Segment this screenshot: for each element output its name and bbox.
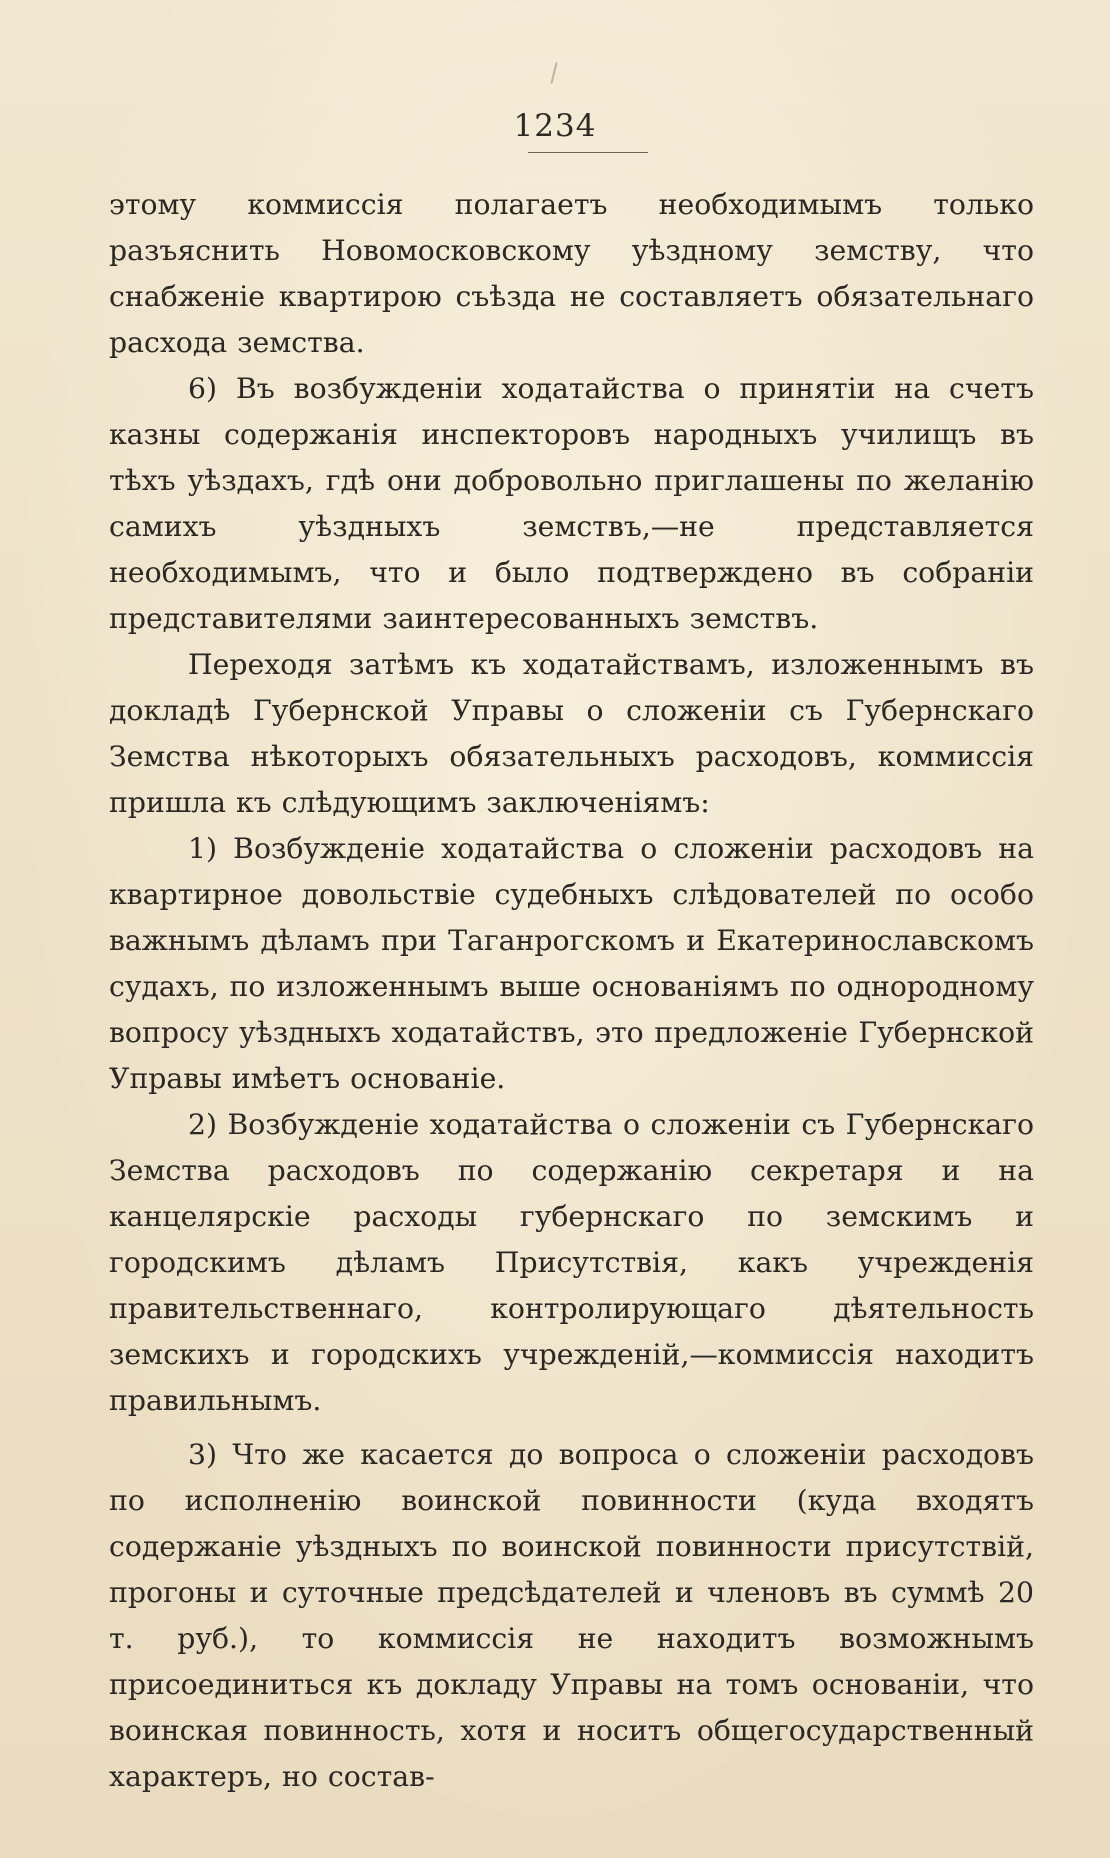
paragraph-gap [109,1424,1034,1432]
paragraph-item-1: 1) Возбужденіе ходатайства о сложеніи расходовъ на квартирное довольствіе судебныхъ слѣдователей по особо важнымъ дѣламъ при Таганрогскомъ и Екатеринославскомъ судахъ, по изложеннымъ выше основаніямъ по однородному вопросу уѣздныхъ ходатайствъ, это предложеніе Губернской Управы имѣетъ основаніе. [109,832,1034,1095]
paragraph-item-2: 2) Возбужденіе ходатайства о сложеніи съ Губернскаго Земства расходовъ по содержанію секретаря и на канцелярскіе расходы губернскаго по земскимъ и городскимъ дѣламъ Присутствія, какъ учрежденія правительственнаго, контролирующаго дѣятельность земскихъ и городскихъ учрежденій,—коммиссія находитъ правильнымъ. [109,1108,1034,1417]
body-text [109,182,1034,1800]
paragraph-item-6: 6) Въ возбужденіи ходатайства о принятіи на счетъ казны содержанія инспекторовъ народныхъ училищъ въ тѣхъ уѣздахъ, гдѣ они добровольно приглашены по желанію самихъ уѣздныхъ земствъ,—не представляется необходимымъ, что и было подтверждено въ собраніи представителями заинтересованныхъ земствъ. [109,372,1034,635]
page-number-rule [528,152,648,153]
paragraph-item-3: 3) Что же касается до вопроса о сложеніи расходовъ по исполненію воинской повинности (куда входятъ содержаніе уѣздныхъ по воинской повинности присутствій, прогоны и суточные предсѣдателей и членовъ въ суммѣ 20 т. руб.), то коммиссія не находитъ возможнымъ присоединиться къ докладу Управы на томъ основаніи, что воинская повинность, хотя и носитъ общегосударственный характеръ, но состав- [109,1438,1034,1793]
page-number: 1234 [513,108,597,144]
pencil-mark [550,62,557,84]
paragraph-transition: Переходя затѣмъ къ ходатайствамъ, изложеннымъ въ докладѣ Губернской Управы о сложеніи съ Губернскаго Земства нѣкоторыхъ обязательныхъ расходовъ, коммиссія пришла къ слѣдующимъ заключеніямъ: [109,648,1034,819]
paragraph-continuation: этому коммиссія полагаетъ необходимымъ только разъяснить Новомосковскому уѣздному земству, что снабженіе квартирою съѣзда не составляетъ обязательнаго расхода земства. [109,188,1034,359]
